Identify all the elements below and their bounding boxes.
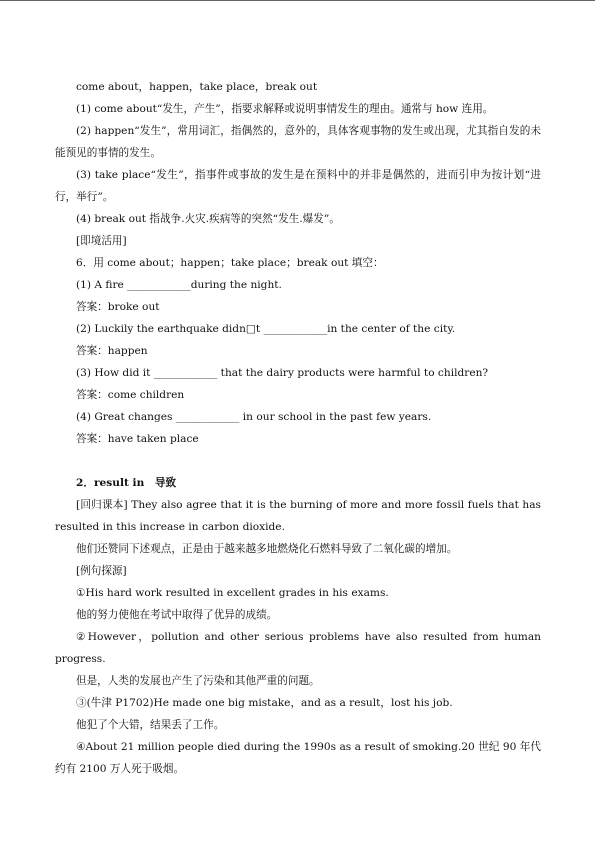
explanation-come-about: (1) come about“发生，产生”，指要求解释或说明事情发生的理由。通常与 how 连用。 (76, 103, 494, 115)
example-translation: 他犯了个大错，结果丢了工作。 (76, 719, 225, 731)
examples-label: [例句探源] (76, 565, 127, 577)
exercise-question: (3) How did it ____________ that the dairy products were harmful to children? (76, 367, 489, 379)
example-translation: 但是，人类的发展也产生了污染和其他严重的问题。 (76, 675, 320, 687)
textbook-translation: 他们还赞同下述观点，正是由于越来越多地燃烧化石燃料导致了二氧化碳的增加。 (76, 543, 458, 555)
exercise-intro: 6．用 come about；happen；take place；break out 填空： (76, 257, 384, 269)
exercise-question: (4) Great changes ____________ in our school in the past few years. (76, 411, 432, 423)
exercise-answer: 答案：broke out (76, 301, 160, 313)
example-sentence: ④About 21 million people died during the 1990s as a result of smoking.20 世纪 90 年代约有 2100 万人死于吸烟。 (55, 741, 541, 775)
exercise-answer: 答案：happen (76, 345, 148, 357)
example-sentence: ③(牛津 P1702)He made one big mistake，and as a result，lost his job. (76, 697, 453, 709)
page-top-rule (0, 0, 595, 1)
section-gap (55, 450, 541, 472)
textbook-quote: [回归课本] They also agree that it is the burning of more and more fossil fuels that has resulted in this increase in carbon dioxide. (55, 499, 541, 533)
document-body (55, 76, 541, 780)
exercise-answer: 答案：have taken place (76, 433, 199, 445)
example-sentence: ①His hard work resulted in excellent grades in his exams. (76, 587, 389, 599)
section-title: come about，happen，take place，break out (76, 81, 318, 93)
example-translation: 他的努力使他在考试中取得了优异的成绩。 (76, 609, 278, 621)
explanation-happen: (2) happen“发生”，常用词汇，指偶然的，意外的，具体客观事物的发生或出现，尤其指自发的未能预见的事情的发生。 (55, 125, 541, 159)
section-heading: 2．result in 导致 (76, 477, 177, 489)
explanation-take-place: (3) take place“发生”，指事件或事故的发生是在预料中的并非是偶然的，进而引申为按计划“进行，举行”。 (55, 169, 541, 203)
exercise-answer: 答案：come children (76, 389, 185, 401)
exercise-question: (1) A fire ____________during the night. (76, 279, 282, 291)
practice-label: [即境活用] (76, 235, 127, 247)
example-sentence: ②However，pollution and other serious problems have also resulted from human progress. (55, 631, 541, 665)
explanation-break-out: (4) break out 指战争.火灾.疾病等的突然“发生.爆发”。 (76, 213, 340, 225)
exercise-question: (2) Luckily the earthquake didn□t ____________in the center of the city. (76, 323, 456, 335)
